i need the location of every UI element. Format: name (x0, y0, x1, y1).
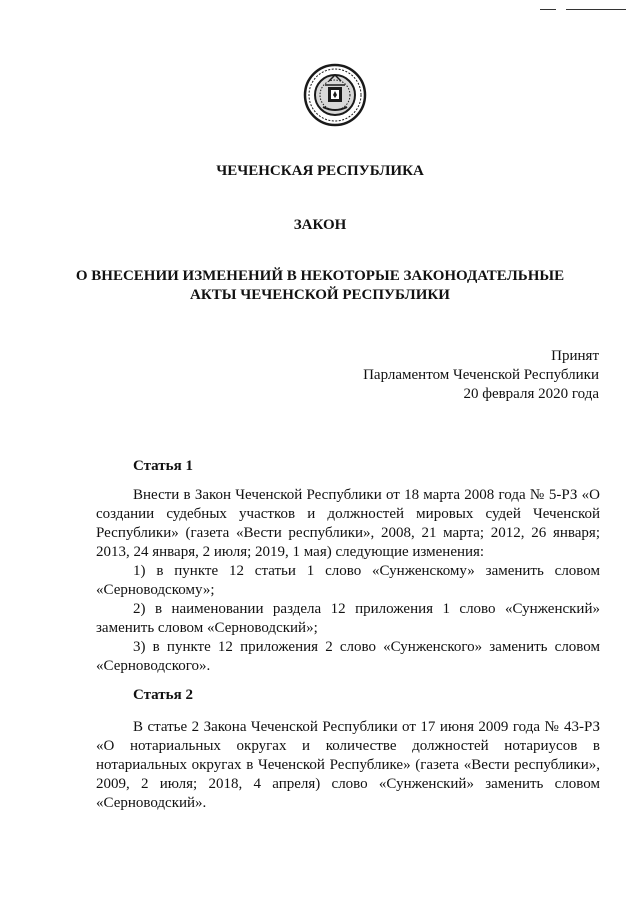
article-1-intro: Внести в Закон Чеченской Республики от 18 марта 2008 года № 5-РЗ «О создании судебных участков и должностей мировых судей Чеченской Республики» (газета «Вести республики», 2008, 21 марта; 2012, 26 января; 2013, 24 января, 2 июля; 2019, 1 мая) следующие изменения: (96, 487, 600, 560)
adopted-by: Парламентом Чеченской Республики (363, 367, 599, 383)
adopted-label: Принят (551, 348, 599, 364)
scan-artifact-mark (540, 9, 556, 10)
law-title-line-1: О ВНЕСЕНИИ ИЗМЕНЕНИЙ В НЕКОТОРЫЕ ЗАКОНОДАТЕЛЬНЫЕ (75, 268, 565, 284)
article-1-title: Статья 1 (133, 458, 193, 474)
adoption-block (363, 347, 599, 404)
document-type: ЗАКОН (293, 217, 347, 233)
republic-heading: ЧЕЧЕНСКАЯ РЕСПУБЛИКА (216, 163, 424, 179)
law-title-line-2: АКТЫ ЧЕЧЕНСКОЙ РЕСПУБЛИКИ (190, 287, 450, 303)
adopted-date: 20 февраля 2020 года (463, 386, 599, 402)
article-2-title: Статья 2 (133, 687, 193, 703)
article-1-item-2: 2) в наименовании раздела 12 приложения 1 слово «Сунженский» заменить словом «Серноводский»; (96, 601, 600, 636)
article-2-text: В статье 2 Закона Чеченской Республики от 17 июня 2009 года № 43-РЗ «О нотариальных округах и количестве должностей нотариусов в нотариальных округах в Чеченской Республике» (газета «Вести республики», 2009, 2 июля; 2018, 4 апреля) слово «Сунженский» заменить словом «Серноводский». (96, 719, 600, 811)
article-1-item-1: 1) в пункте 12 статьи 1 слово «Сунженскому» заменить словом «Серноводскому»; (96, 563, 600, 598)
article-1-item-3: 3) в пункте 12 приложения 2 слово «Сунженского» заменить словом «Серноводского». (96, 639, 600, 674)
scan-artifact-line (566, 9, 626, 10)
coat-of-arms-icon (303, 63, 367, 127)
